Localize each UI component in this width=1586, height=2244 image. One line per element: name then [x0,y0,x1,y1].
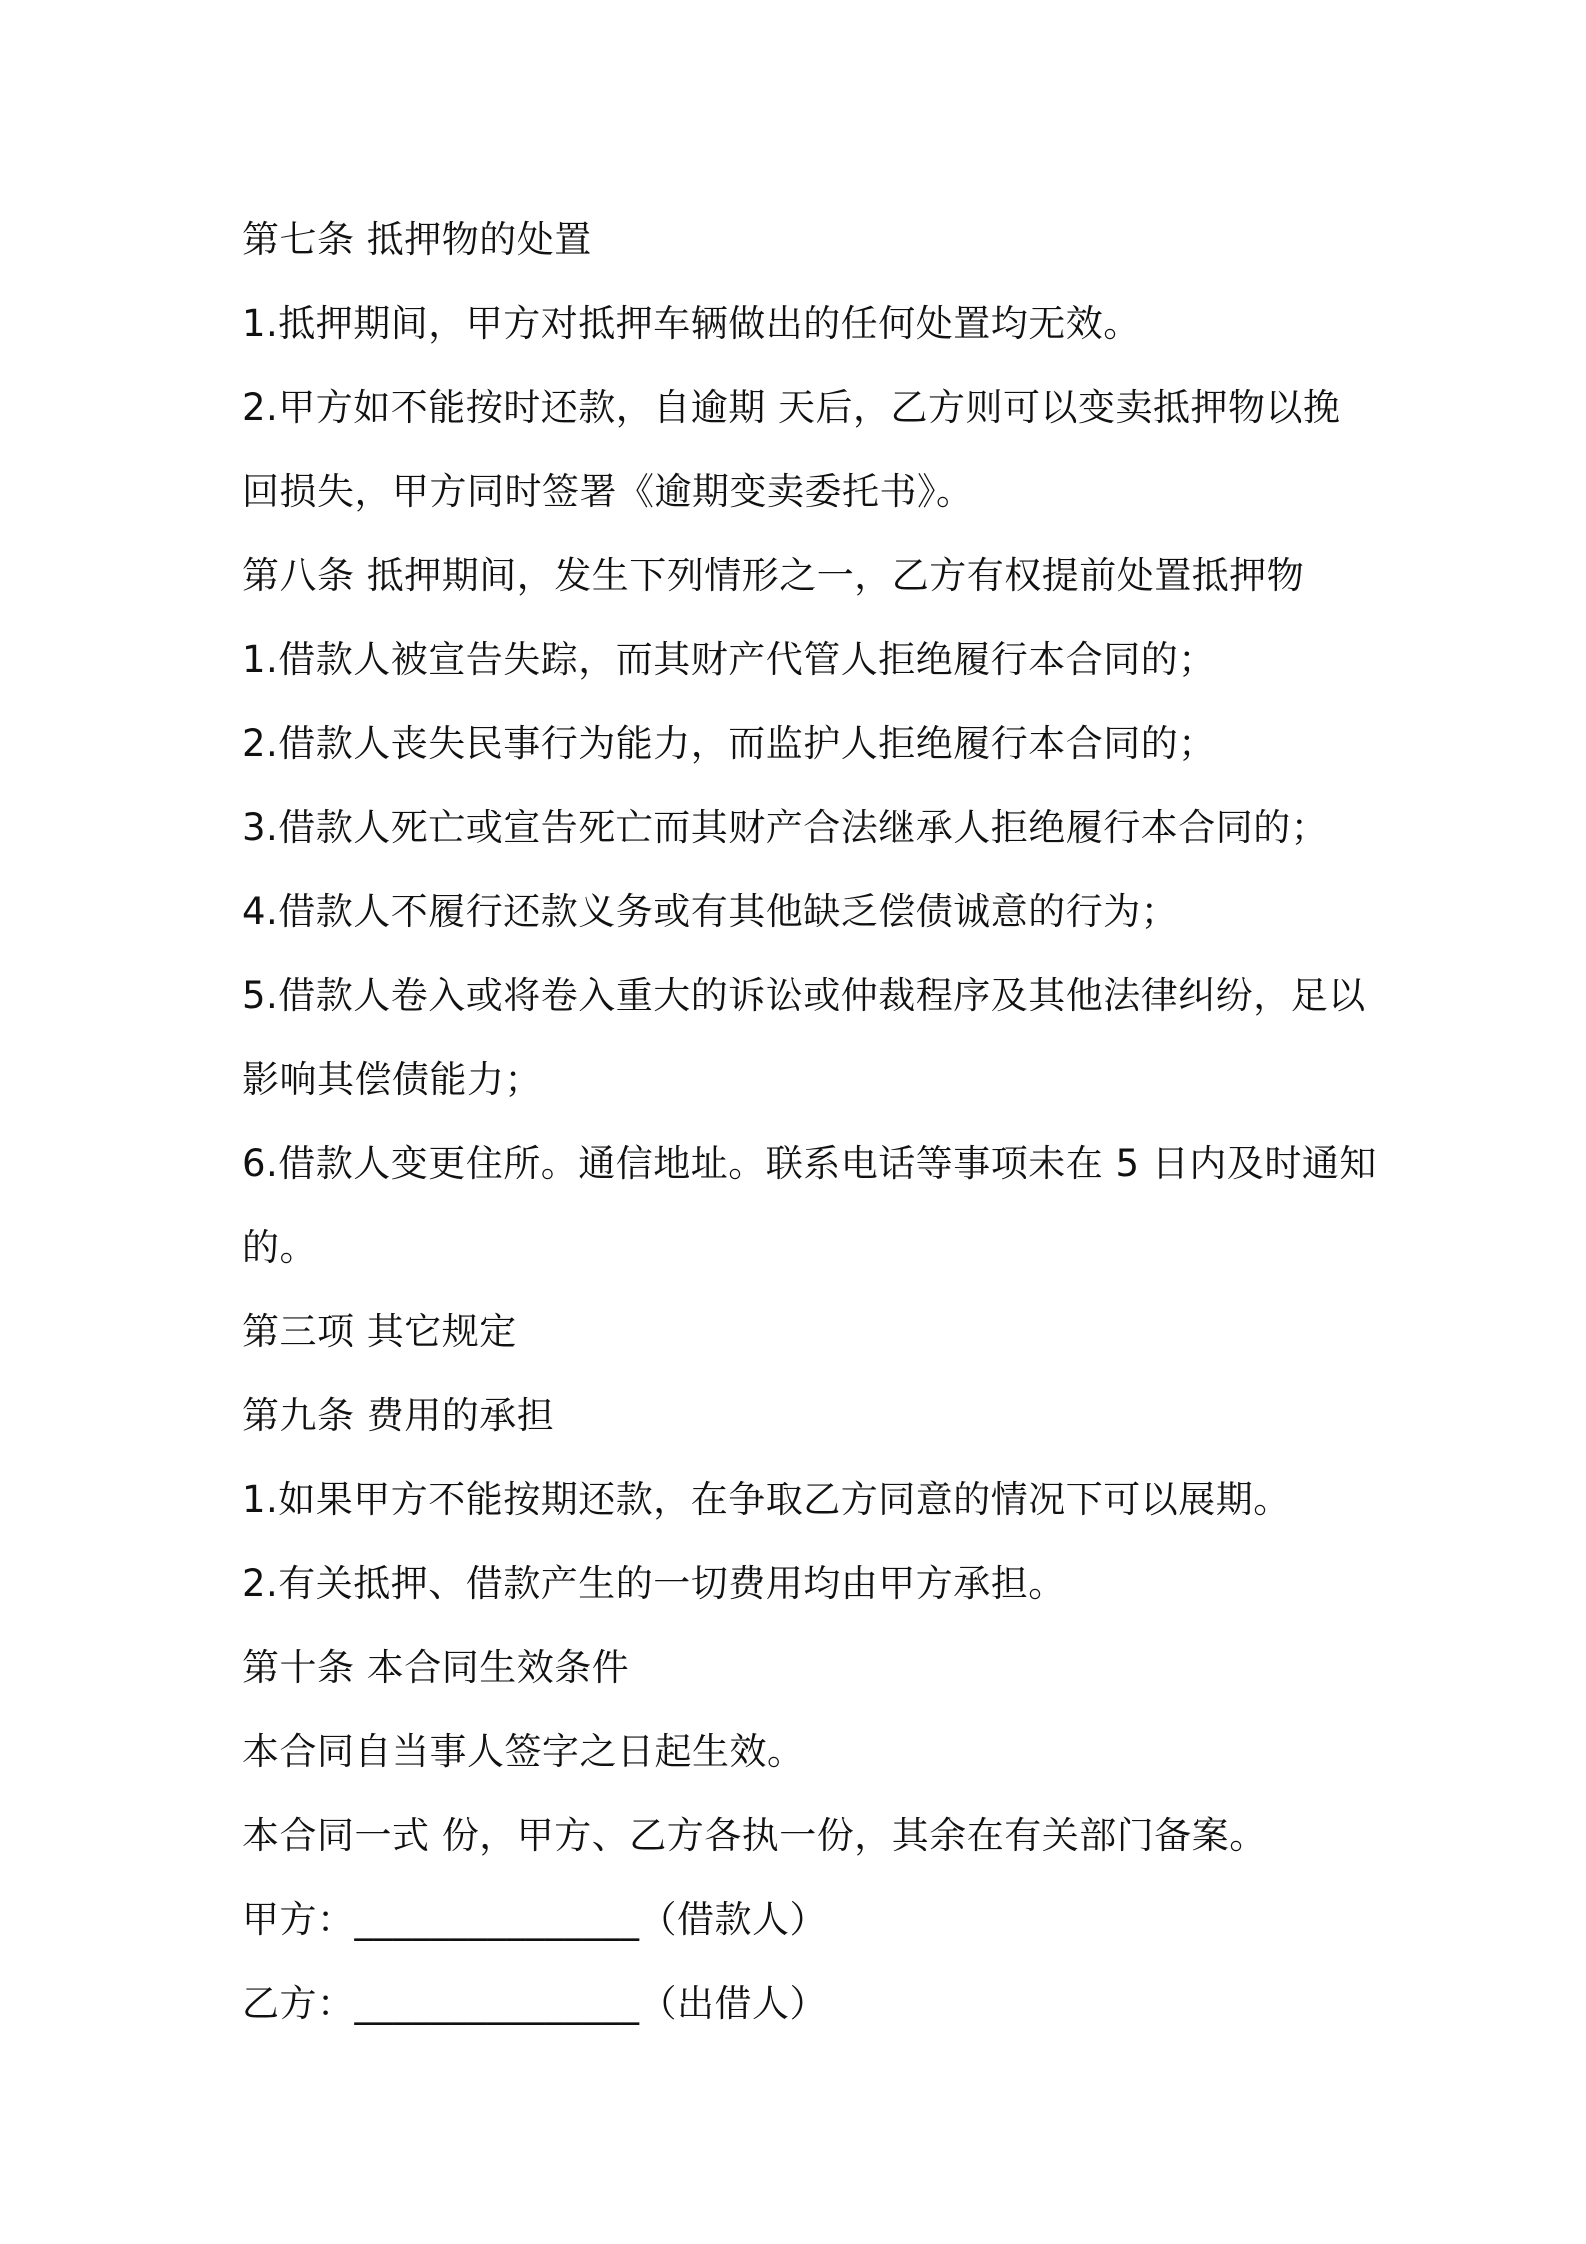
article-10-title: 第十条 本合同生效条件 [242,1646,630,1689]
article-8-clause-5-line-1: 5.借款人卷入或将卷入重大的诉讼或仲裁程序及其他法律纠纷，足以 [242,974,1366,1017]
article-8-clause-6-line-2: 的。 [242,1226,317,1269]
article-7-clause-1: 1.抵押期间，甲方对抵押车辆做出的任何处置均无效。 [242,302,1141,345]
article-7-clause-2-line-2: 回损失，甲方同时签署《逾期变卖委托书》。 [242,470,974,513]
article-7-clause-2-line-1: 2.甲方如不能按时还款，自逾期 天后，乙方则可以变卖抵押物以挽 [242,386,1341,429]
document-page [242,198,1377,2046]
article-8-clause-4: 4.借款人不履行还款义务或有其他缺乏偿债诚意的行为； [242,890,1179,933]
party-b-signature-line [242,1962,1362,2046]
party-a-signature-blank: _______________ [354,1898,640,1941]
article-10-clause-2: 本合同一式 份，甲方、乙方各执一份，其余在有关部门备案。 [242,1814,1267,1857]
party-a-label: 甲方： [242,1898,355,1941]
article-7-title: 第七条 抵押物的处置 [242,218,592,261]
article-8-clause-2: 2.借款人丧失民事行为能力，而监护人拒绝履行本合同的； [242,722,1216,765]
article-8-clause-5-line-2: 影响其偿债能力； [242,1058,542,1101]
party-b-label: 乙方： [242,1982,355,2025]
article-9-title: 第九条 费用的承担 [242,1394,555,1437]
article-8-clause-6-line-1: 6.借款人变更住所。通信地址。联系电话等事项未在 5 日内及时通知 [242,1142,1377,1185]
party-a-role: （借款人） [639,1898,827,1941]
section-3-title: 第三项 其它规定 [242,1310,517,1353]
article-8-clause-3: 3.借款人死亡或宣告死亡而其财产合法继承人拒绝履行本合同的； [242,806,1329,849]
article-9-clause-2: 2.有关抵押、借款产生的一切费用均由甲方承担。 [242,1562,1066,1605]
article-10-clause-1: 本合同自当事人签字之日起生效。 [242,1730,805,1773]
party-a-signature-line [242,1878,1362,1962]
article-8-clause-1: 1.借款人被宣告失踪，而其财产代管人拒绝履行本合同的； [242,638,1216,681]
party-b-role: （出借人） [639,1982,827,2025]
article-9-clause-1: 1.如果甲方不能按期还款，在争取乙方同意的情况下可以展期。 [242,1478,1291,1521]
article-8-title: 第八条 抵押期间，发生下列情形之一，乙方有权提前处置抵押物 [242,554,1305,597]
party-b-signature-blank: _______________ [354,1982,640,2025]
